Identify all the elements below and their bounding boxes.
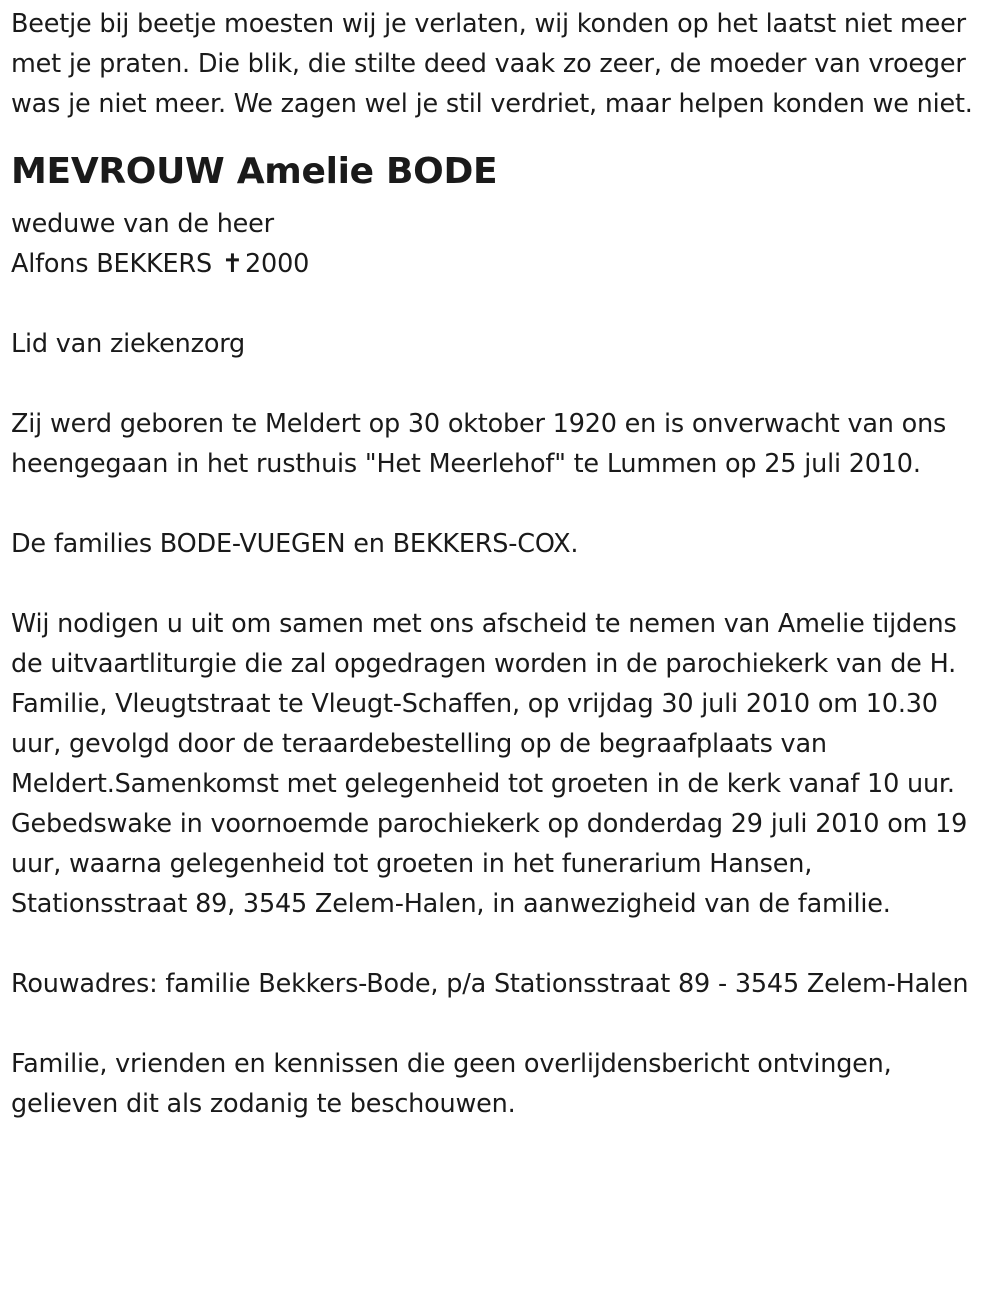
cross-icon: ✝ [221, 249, 244, 279]
spacer [11, 484, 991, 524]
obituary-document [11, 4, 991, 1124]
spacer [11, 284, 991, 324]
membership-text: Lid van ziekenzorg [11, 329, 246, 359]
families-text: De families BODE-VUEGEN en BEKKERS-COX. [11, 529, 579, 559]
title-prefix: MEVROUW [11, 151, 225, 192]
vigil-text: Gebedswake in voornoemde parochiekerk op donderdag 29 juli 2010 om 19 uur, waarna gelegenheid tot groeten in het funerarium Hansen, Stationsstraat 89, 3545 Zelem-Halen, in aanwezigheid van de familie. [11, 809, 968, 919]
spouse-line: weduwe van de heer [11, 209, 274, 239]
spacer [11, 564, 991, 604]
intro-poem: Beetje bij beetje moesten wij je verlaten, wij konden op het laatst niet meer met je praten. Die blik, die stilte deed vaak zo zeer, de moeder van vroeger was je niet meer. We zagen wel je stil verdriet, maar helpen konden we niet. [11, 9, 973, 119]
spouse-name-line [11, 244, 991, 284]
spacer [11, 1004, 991, 1044]
spacer [11, 924, 991, 964]
spacer [11, 364, 991, 404]
deceased-name-heading [11, 124, 991, 204]
deceased-last-name: BODE [386, 151, 498, 192]
spouse-death-year: 2000 [245, 249, 310, 279]
birth-death-text: Zij werd geboren te Meldert op 30 oktober 1920 en is onverwacht van ons heengegaan in het rusthuis "Het Meerlehof" te Lummen op 25 juli 2010. [11, 409, 947, 479]
mourning-address-text: Rouwadres: familie Bekkers-Bode, p/a Stationsstraat 89 - 3545 Zelem-Halen [11, 969, 969, 999]
closing-note-text: Familie, vrienden en kennissen die geen overlijdensbericht ontvingen, gelieven dit als zodanig te beschouwen. [11, 1049, 892, 1119]
spouse-name: Alfons BEKKERS [11, 249, 212, 279]
funeral-invitation-text: Wij nodigen u uit om samen met ons afscheid te nemen van Amelie tijdens de uitvaartliturgie die zal opgedragen worden in de parochiekerk van de H. Familie, Vleugtstraat te Vleugt-Schaffen, op vrijdag 30 juli 2010 om 10.30 uur, gevolgd door de teraardebestelling op de begraafplaats van Meldert.Samenkomst met gelegenheid tot groeten in de kerk vanaf 10 uur. [11, 609, 957, 799]
deceased-first-name: Amelie [236, 151, 374, 192]
